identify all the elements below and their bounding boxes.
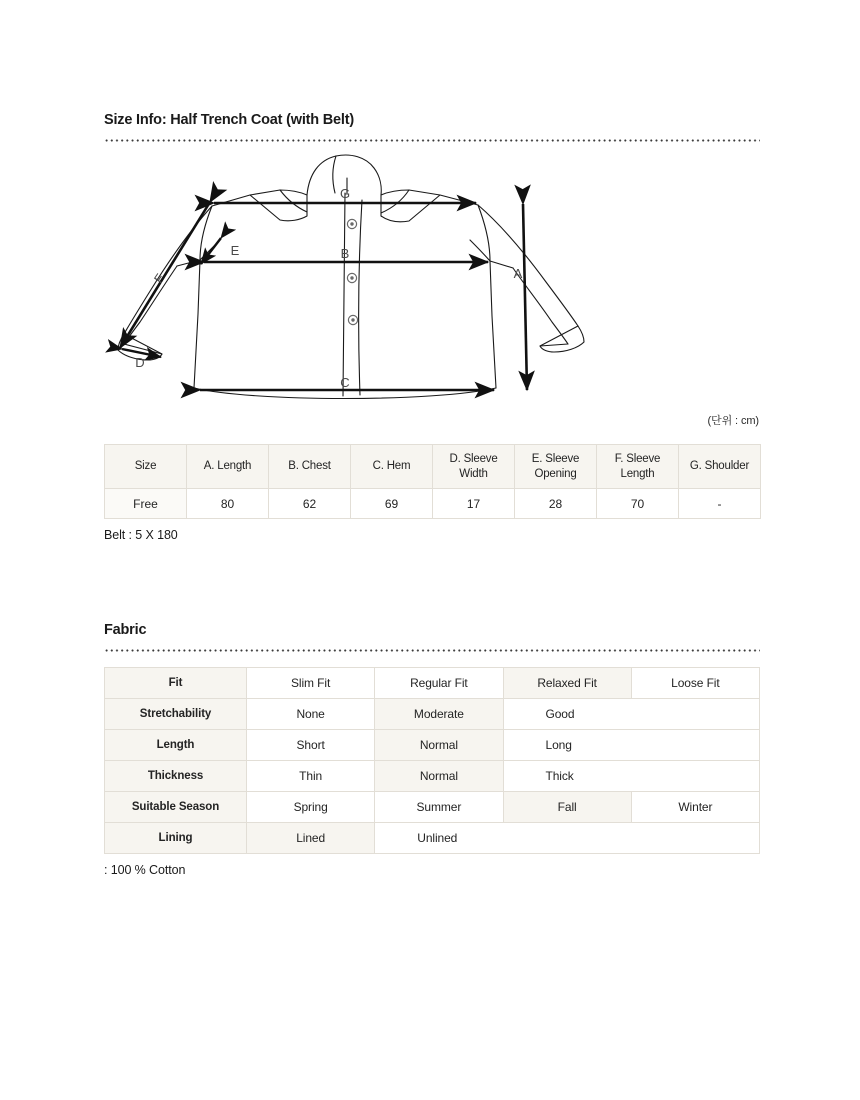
fabric-option[interactable]: Lined [247,823,375,854]
fabric-row-label: Thickness [105,761,247,792]
fabric-option[interactable]: Winter [631,792,759,823]
fabric-option[interactable]: Thin [247,761,375,792]
fabric-row-label: Fit [105,668,247,699]
page-content [104,0,760,877]
size-cell-f-sleeve-length: 70 [597,489,679,519]
size-info-title: Size Info: Half Trench Coat (with Belt) [104,112,354,128]
fabric-title: Fabric [104,622,147,638]
size-header-e-sleeve-opening: E. Sleeve Opening [515,445,597,489]
fabric-option[interactable]: Spring [247,792,375,823]
size-header-b-chest: B. Chest [269,445,351,489]
fabric-option[interactable]: Summer [375,792,503,823]
diagram-label-d: D [135,355,145,370]
fabric-table [104,667,760,854]
diagram-label-g: G [339,186,351,201]
fabric-option[interactable]: Fall [503,792,631,823]
size-cell-size: Free [105,489,187,519]
fabric-row-label: Stretchability [105,699,247,730]
unit-note: (단위 : cm) [707,415,759,427]
garment-diagram [104,148,760,410]
size-info-divider [104,139,760,142]
size-info-section [104,112,760,542]
fabric-row [105,792,760,823]
fabric-row [105,699,760,730]
fabric-row [105,823,760,854]
fabric-option[interactable]: Thick [503,761,760,792]
diagram-label-a: A [513,266,523,281]
table-row [105,489,761,519]
fabric-row [105,761,760,792]
fabric-row-label: Length [105,730,247,761]
size-cell-g-shoulder: - [679,489,761,519]
fabric-option[interactable]: None [247,699,375,730]
fabric-option[interactable]: Slim Fit [247,668,375,699]
fabric-divider [104,649,760,652]
fabric-option[interactable]: Relaxed Fit [503,668,631,699]
button-marks [347,219,357,324]
fabric-option[interactable]: Long [503,730,760,761]
fabric-section [104,622,760,877]
fabric-row-label: Suitable Season [105,792,247,823]
size-header-f-sleeve-length: F. Sleeve Length [597,445,679,489]
fabric-option[interactable]: Regular Fit [375,668,503,699]
fabric-row-label: Lining [105,823,247,854]
fabric-option[interactable]: Loose Fit [631,668,759,699]
size-header-g-shoulder: G. Shoulder [679,445,761,489]
fabric-option[interactable]: Normal [375,730,503,761]
fabric-option[interactable]: Moderate [375,699,503,730]
fabric-option[interactable]: Unlined [375,823,760,854]
material-note: : 100 % Cotton [104,863,186,877]
belt-note: Belt : 5 X 180 [104,528,178,542]
size-cell-a-length: 80 [187,489,269,519]
measure-arrow-e [201,238,221,264]
size-table [104,444,761,519]
measure-arrow-f [120,202,210,348]
size-cell-d-sleeve-width: 17 [433,489,515,519]
size-header-size: Size [105,445,187,489]
size-cell-c-hem: 69 [351,489,433,519]
measure-arrow-a [523,204,527,390]
diagram-label-c: C [340,375,350,390]
fabric-option[interactable]: Normal [375,761,503,792]
fabric-option[interactable]: Good [503,699,760,730]
fabric-option[interactable]: Short [247,730,375,761]
size-header-d-sleeve-width: D. Sleeve Width [433,445,515,489]
size-header-c-hem: C. Hem [351,445,433,489]
size-cell-e-sleeve-opening: 28 [515,489,597,519]
diagram-label-b: B [340,246,350,261]
fabric-row [105,668,760,699]
diagram-label-e: E [230,243,240,258]
size-table-header-row [105,445,761,489]
size-header-a-length: A. Length [187,445,269,489]
size-cell-b-chest: 62 [269,489,351,519]
fabric-row [105,730,760,761]
diagram-label-f: F [150,270,168,286]
